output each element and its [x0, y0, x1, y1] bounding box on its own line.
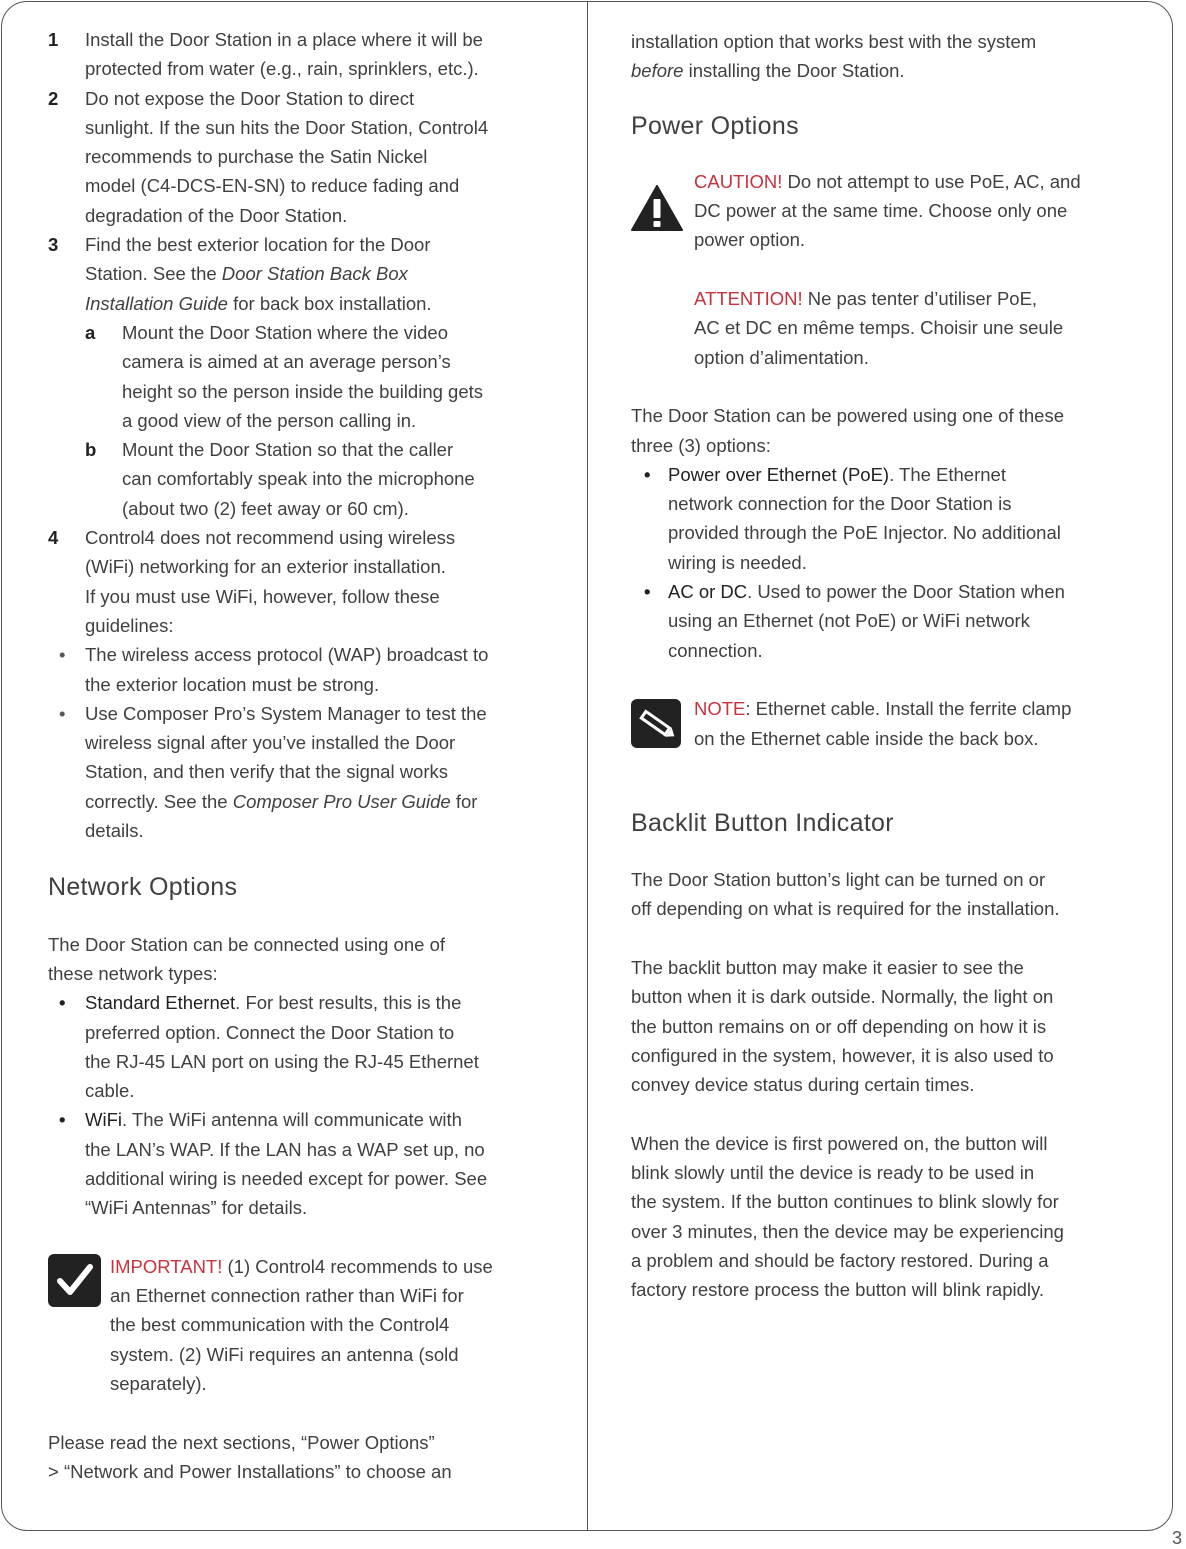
page-number: 3 [1171, 1528, 1182, 1548]
step-number: 4 [48, 527, 59, 549]
important-callout [48, 1252, 548, 1398]
step-text: height so the person inside the building gets [122, 380, 484, 402]
bullet-dot: • [644, 581, 651, 603]
step-text: model (C4-DCS-EN-SN) to reduce fading and [85, 175, 460, 197]
bullet-text: provided through the PoE Injector. No additional [668, 522, 1061, 544]
bullet-text: correctly. See the Composer Pro User Guide for [85, 790, 478, 812]
callout-text: separately). [110, 1373, 207, 1395]
right-column [631, 27, 1131, 1305]
guide-reference: Door Station Back Box [221, 263, 408, 285]
callout-text: the best communication with the Control4 [110, 1314, 450, 1336]
step-text: can comfortably speak into the microphone [122, 468, 475, 490]
step-text: Do not expose the Door Station to direct [85, 87, 415, 109]
bullet-dot: • [59, 1109, 66, 1131]
step-text: Mount the Door Station where the video [122, 321, 448, 343]
callout-text: an Ethernet connection rather than WiFi for [110, 1285, 464, 1307]
bullet-text: Station, and then verify that the signal works [85, 761, 449, 783]
bullet-text: WiFi. The WiFi antenna will communicate with [85, 1109, 462, 1131]
note-label: NOTE [694, 698, 746, 720]
step-1 [48, 25, 548, 84]
step-text: Install the Door Station in a place where it will be [85, 29, 483, 50]
paragraph-line: blink slowly until the device is ready to be used in [631, 1162, 1035, 1184]
bullet-term: AC or DC [668, 581, 748, 603]
paragraph-line: Please read the next sections, “Power Options” [48, 1431, 435, 1453]
attention-label: ATTENTION! [694, 288, 803, 310]
bullet-text: wiring is needed. [668, 551, 807, 573]
step-4 [48, 523, 548, 640]
paragraph-line: The backlit button may make it easier to see the [631, 957, 1024, 979]
bullet-text: Power over Ethernet (PoE). The Ethernet [668, 463, 1006, 485]
paragraph-line: off depending on what is required for the installation. [631, 898, 1060, 920]
step-text: (WiFi) networking for an exterior installation. [85, 556, 446, 578]
paragraph-line: over 3 minutes, then the device may be experiencing [631, 1220, 1064, 1242]
step-number: 1 [48, 29, 59, 50]
note-pencil-icon [631, 699, 681, 748]
paragraph-line: button when it is dark outside. Normally, the light on [631, 986, 1054, 1008]
step-text: If you must use WiFi, however, follow these [85, 585, 440, 607]
bullet-text: additional wiring is needed except for power. See [85, 1167, 488, 1189]
checkmark-icon [48, 1254, 101, 1307]
power-bullet-poe [631, 460, 1131, 577]
bullet-text: using an Ethernet (not PoE) or WiFi network [668, 610, 1030, 632]
step-text: Find the best exterior location for the Door [85, 234, 431, 256]
bullet-text: the exterior location must be strong. [85, 673, 380, 695]
substep-b [48, 435, 548, 523]
paragraph-line: factory restore process the button will blink rapidly. [631, 1279, 1045, 1301]
network-bullet-wifi [48, 1105, 548, 1222]
paragraph-line: > “Network and Power Installations” to choose an [48, 1460, 452, 1482]
backlit-heading: Backlit Button Indicator [631, 808, 894, 837]
callout-text: NOTE: Ethernet cable. Install the ferrite clamp [694, 698, 1072, 720]
step-number: 3 [48, 234, 59, 256]
power-bullet-acdc [631, 577, 1131, 665]
step-text: a good view of the person calling in. [122, 409, 417, 431]
step-text: guidelines: [85, 614, 174, 636]
column-divider [587, 2, 588, 1530]
paragraph-line: The Door Station can be connected using one of [48, 933, 445, 955]
bullet-dot: • [644, 463, 651, 485]
warning-icon [631, 185, 683, 231]
bullet-text: cable. [85, 1080, 135, 1102]
caution-callout [631, 167, 1131, 372]
left-column [48, 25, 548, 1486]
network-options-heading: Network Options [48, 873, 238, 902]
bullet-text: The wireless access protocol (WAP) broadcast to [85, 644, 489, 666]
bullet-text: the RJ-45 LAN port on using the RJ-45 Ethernet [85, 1050, 479, 1072]
paragraph-line: before installing the Door Station. [631, 60, 905, 82]
callout-text: AC et DC en même temps. Choisir une seule [694, 317, 1064, 339]
paragraph-line: these network types: [48, 962, 218, 984]
step-number: 2 [48, 87, 59, 109]
step-text: recommends to purchase the Satin Nickel [85, 146, 428, 168]
paragraph-line: a problem and should be factory restored. During a [631, 1249, 1049, 1271]
step-text: (about two (2) feet away or 60 cm). [122, 497, 409, 519]
guide-reference: Installation Guide [85, 292, 228, 314]
callout-text: CAUTION! Do not attempt to use PoE, AC, and [694, 170, 1081, 192]
paragraph-line: configured in the system, however, it is also used to [631, 1044, 1054, 1066]
callout-text: system. (2) WiFi requires an antenna (sold [110, 1343, 459, 1365]
emphasis-text: before [631, 60, 684, 82]
paragraph-line: the button remains on or off depending on how it is [631, 1015, 1047, 1037]
note-callout [631, 694, 1131, 753]
bullet-term: WiFi [85, 1109, 122, 1131]
bullet-dot: • [59, 992, 66, 1014]
bullet-text: AC or DC. Used to power the Door Station when [668, 581, 1065, 603]
step-text: Mount the Door Station so that the caller [122, 439, 454, 461]
power-options-heading: Power Options [631, 111, 799, 140]
bullet-text: “WiFi Antennas” for details. [85, 1197, 308, 1219]
callout-text: option d’alimentation. [694, 346, 869, 368]
step-text: Installation Guide for back box installation. [85, 292, 432, 314]
step-text: sunlight. If the sun hits the Door Station, Control4 [85, 116, 489, 138]
step-text: Station. See the Door Station Back Box [85, 263, 408, 285]
substep-a [48, 318, 548, 435]
step-text: Control4 does not recommend using wireless [85, 527, 456, 549]
important-label: IMPORTANT! [110, 1255, 223, 1277]
bullet-text: details. [85, 820, 144, 842]
paragraph-line: installation option that works best with the system [631, 31, 1037, 52]
callout-text: IMPORTANT! (1) Control4 recommends to use [110, 1255, 493, 1277]
step-text: protected from water (e.g., rain, sprinklers, etc.). [85, 58, 479, 80]
paragraph-line: The Door Station can be powered using one of these [631, 405, 1064, 427]
bullet-item [48, 640, 548, 699]
bullet-dot: • [59, 644, 66, 666]
guide-reference: Composer Pro User Guide [232, 790, 451, 812]
bullet-text: wireless signal after you’ve installed the Door [85, 732, 456, 754]
paragraph-line: When the device is first powered on, the button will [631, 1132, 1048, 1154]
callout-text: power option. [694, 229, 806, 251]
bullet-text: connection. [668, 639, 763, 661]
paragraph-line: convey device status during certain times. [631, 1074, 975, 1096]
bullet-term: Power over Ethernet (PoE) [668, 463, 890, 485]
bullet-term: Standard Ethernet [85, 992, 236, 1014]
bullet-text: preferred option. Connect the Door Station to [85, 1021, 455, 1043]
substep-letter: a [85, 321, 96, 343]
substep-letter: b [85, 439, 97, 461]
caution-label: CAUTION! [694, 170, 783, 192]
bullet-text: Standard Ethernet. For best results, this is the [85, 992, 462, 1014]
step-2 [48, 84, 548, 230]
bullet-text: the LAN’s WAP. If the LAN has a WAP set up, no [85, 1138, 485, 1160]
callout-text: DC power at the same time. Choose only one [694, 200, 1068, 222]
callout-text: on the Ethernet cable inside the back box. [694, 727, 1039, 749]
paragraph-line: The Door Station button’s light can be turned on or [631, 869, 1046, 891]
paragraph-line: three (3) options: [631, 434, 771, 456]
callout-text: ATTENTION! Ne pas tenter d’utiliser PoE, [694, 288, 1038, 310]
network-bullet-ethernet [48, 988, 548, 1105]
bullet-text: network connection for the Door Station is [668, 493, 1012, 515]
bullet-dot: • [59, 702, 66, 724]
paragraph-line: the system. If the button continues to blink slowly for [631, 1191, 1059, 1213]
step-3 [48, 230, 548, 318]
step-text: camera is aimed at an average person’s [122, 351, 451, 373]
bullet-item [48, 699, 548, 845]
step-text: degradation of the Door Station. [85, 204, 348, 226]
bullet-text: Use Composer Pro’s System Manager to test the [85, 702, 487, 724]
